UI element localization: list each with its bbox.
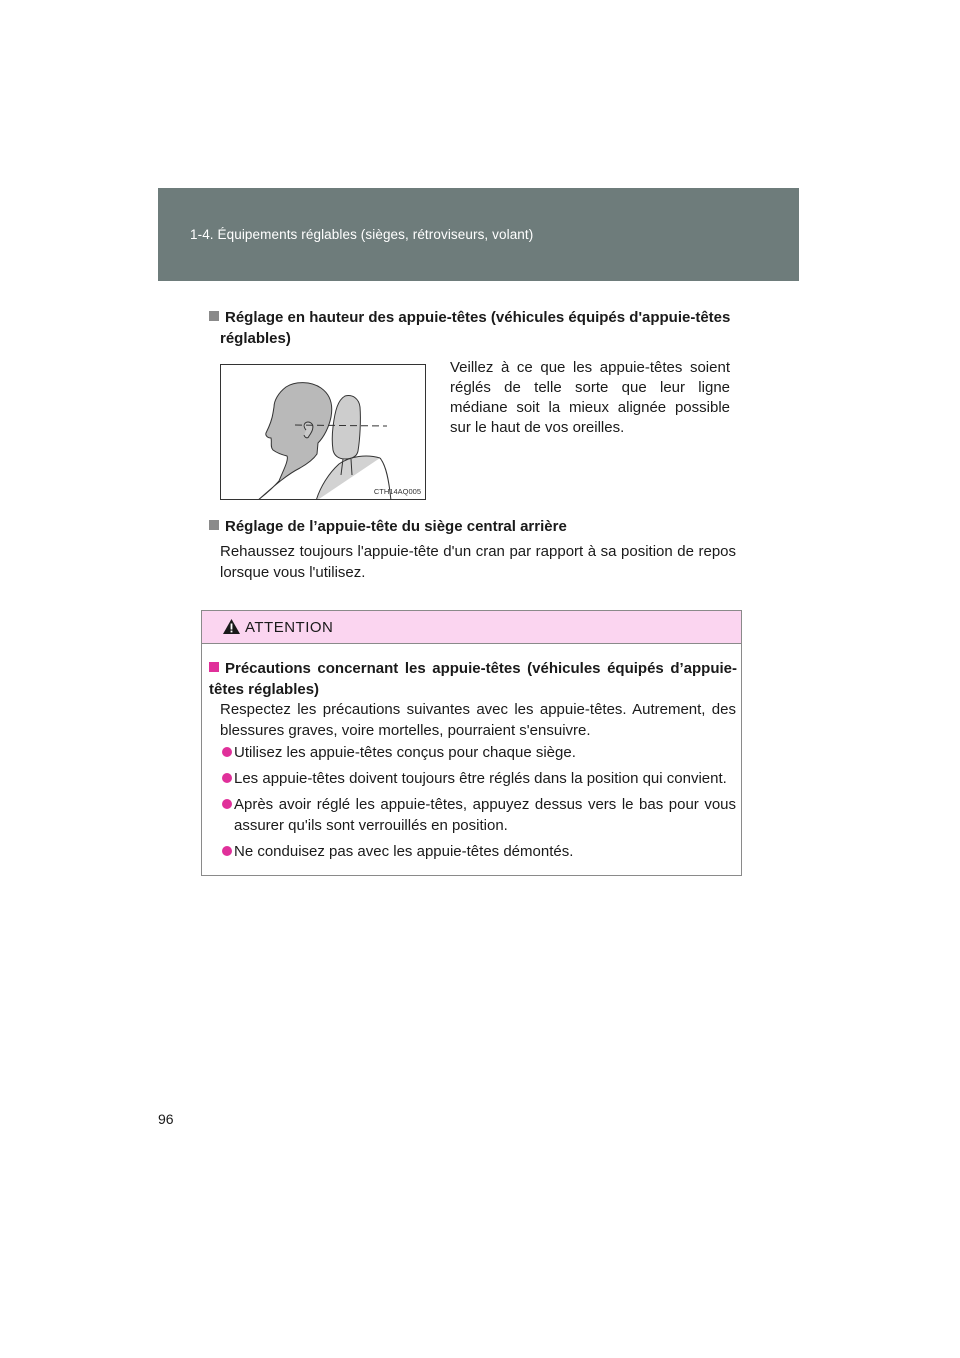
attention-bullet: Utilisez les appuie-têtes conçus pour chaque siège. (220, 742, 736, 763)
page-number: 96 (158, 1111, 174, 1127)
bullet-dot-icon (222, 799, 232, 809)
attention-bullet: Après avoir réglé les appuie-têtes, appuyez dessus vers le bas pour vous assurer qu'ils sont verrouillés en position. (220, 794, 736, 836)
bullet-dot-icon (222, 846, 232, 856)
figure-description: Veillez à ce que les appuie-têtes soient réglés de telle sorte que leur ligne médiane soit la mieux alignée possible sur le haut de vos oreilles. (450, 359, 730, 436)
attention-bullet: Les appuie-têtes doivent toujours être réglés dans la position qui convient. (220, 768, 736, 789)
figure-code: CTH14AQ005 (373, 487, 421, 496)
chapter-section-title: 1-4. Équipements réglables (sièges, rétroviseurs, volant) (190, 227, 534, 242)
head-and-headrest-drawing (221, 365, 426, 500)
warning-triangle-icon (222, 618, 241, 635)
attention-body: Respectez les précautions suivantes avec les appuie-têtes. Autrement, des blessures graves, voire mortelles, pourraient s'ensuivre. (220, 701, 736, 739)
section-heading-continuation: réglables) (220, 330, 291, 347)
section-body-center-rear-headrest: Rehaussez toujours l'appuie-tête d'un cran par rapport à sa position de repos lorsque vous l'utilisez. (220, 543, 736, 581)
square-bullet-icon (209, 520, 219, 530)
bullet-dot-icon (222, 747, 232, 757)
attention-bullet: Ne conduisez pas avec les appuie-têtes démontés. (220, 841, 736, 862)
section-heading-center-rear-headrest: Réglage de l’appuie-tête du siège central arrière (209, 516, 737, 537)
chapter-header-band (158, 188, 799, 281)
attention-header (202, 611, 741, 644)
bullet-dot-icon (222, 773, 232, 783)
section-heading-headrest-height: Réglage en hauteur des appuie-têtes (véhicules équipés d'appuie-têtes réglables) (209, 307, 737, 349)
square-bullet-icon (209, 662, 219, 672)
attention-label: ATTENTION (245, 619, 334, 636)
headrest-illustration (220, 364, 426, 500)
attention-box (201, 610, 742, 876)
square-bullet-icon (209, 311, 219, 321)
attention-title: Précautions concernant les appuie-têtes (véhicules équipés d’appuie-têtes réglables) (209, 660, 737, 698)
